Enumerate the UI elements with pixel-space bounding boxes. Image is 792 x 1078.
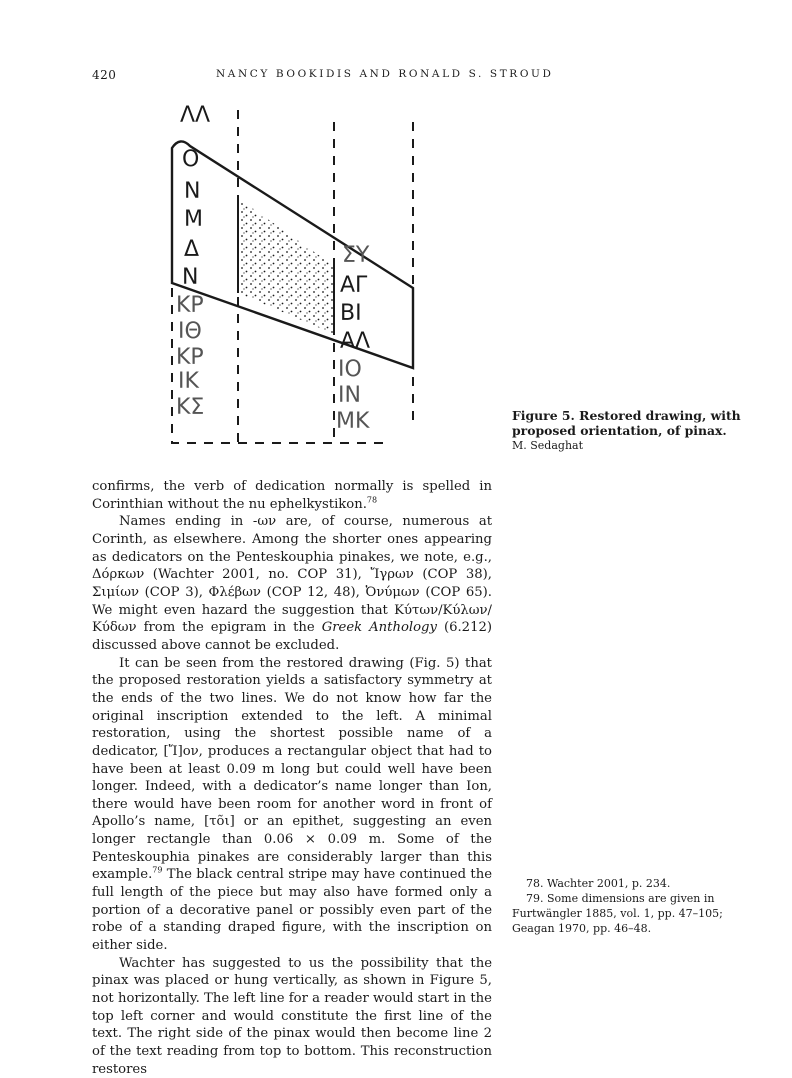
inscription-letter: ΙΘ	[178, 319, 202, 344]
footnote: 79. Some dimensions are given in Furtwängler 1885, vol. 1, pp. 47–105; Geagan 1970, pp. 46–48.	[512, 892, 723, 935]
caption-title: Figure 5. Restored drawing, with proposed orientation, of pinax.	[512, 408, 741, 438]
inscription-letter: ΛΛ	[180, 103, 211, 128]
body-text	[92, 478, 492, 1078]
paragraph: Names ending in -ων are, of course, numerous at Corinth, as elsewhere. Among the shorter ones appearing as dedicators on the Penteskouphia pinakes, we note, e.g., Δόρκων (Wachter 2001, no. COP 31), Ἴγρων (COP 38), Σιμίων (COP 3), Φλέβων (COP 12, 48), Ὀνύμων (COP 65). We might even hazard the suggestion that Κύτων/Κύλων/Κύδων from the epigram in the Greek Anthology (6.212) discussed above cannot be excluded.	[92, 514, 492, 653]
caption-credit: M. Sedaghat	[512, 439, 584, 452]
figure-caption	[512, 408, 742, 453]
inscription-letter: ΚΡ	[176, 293, 204, 318]
page-number: 420	[92, 68, 117, 82]
inscription-letter: Μ	[184, 207, 203, 232]
inscription-letter: Ο	[182, 147, 200, 172]
inscription-letter: ΣΥ	[342, 243, 370, 268]
inscription-letter: ΙΝ	[338, 383, 361, 408]
inscription-letter: ΜΚ	[336, 409, 370, 434]
footnote-ref[interactable]: 79	[152, 866, 163, 876]
paragraph: It can be seen from the restored drawing (Fig. 5) that the proposed restoration yields a satisfactory symmetry at the ends of the two lines. We do not know how far the original inscription extended to the left. A minimal restoration, using the shortest possible name of a dedicator, [Ἴ]ον, produces a rectangular object that had to have been at least 0.09 m long but could well have been longer. Indeed, with a dedicator’s name longer than Ion, there would have been room for another word in front of Apollo’s name, [τõι] or an epithet, suggesting an even longer rectangle than 0.06 × 0.09 m. Some of the Penteskouphia pinakes are considerably larger than this example.$^{79}$ The black central stripe may have continued the full length of the piece but may also have formed only a portion of a decorative panel or possibly even part of the robe of a standing draped figure, with the inscription on either side.	[92, 655, 492, 954]
paragraph: confirms, the verb of dedication normally is spelled in Corinthian without the nu ephelkystikon.$^{78}$	[92, 479, 492, 512]
footnote-ref[interactable]: 78	[366, 495, 378, 505]
footnote: 78. Wachter 2001, p. 234.	[526, 877, 671, 890]
footnotes	[512, 876, 742, 936]
inscription-letter: Δ	[184, 237, 200, 262]
inscription-letter: ΑΓ	[340, 273, 368, 298]
inscription-letter: ΒΙ	[340, 301, 362, 326]
running-head: NANCY BOOKIDIS AND RONALD S. STROUD	[216, 68, 554, 80]
inscription-letter: ΙΟ	[338, 357, 362, 382]
figure-restored-drawing	[150, 98, 450, 458]
pinax-drawing	[150, 98, 450, 458]
inscription-letter: ΚΡ	[176, 345, 204, 370]
inscription-letter: ΑΛ	[340, 329, 371, 354]
inscription-letter: Ν	[184, 179, 201, 204]
inscription-letter: Ν	[182, 265, 199, 290]
paragraph: Wachter has suggested to us the possibility that the pinax was placed or hung vertically, as shown in Figure 5, not horizontally. The left line for a reader would start in the top left corner and would constitute the first line of the text. The right side of the pinax would then become line 2 of the text reading from top to bottom. This reconstruction restores	[92, 955, 492, 1077]
inscription-letter: ΚΣ	[176, 395, 205, 420]
inscription-letter: ΙΚ	[178, 369, 199, 394]
stippled-stripe	[238, 198, 334, 334]
